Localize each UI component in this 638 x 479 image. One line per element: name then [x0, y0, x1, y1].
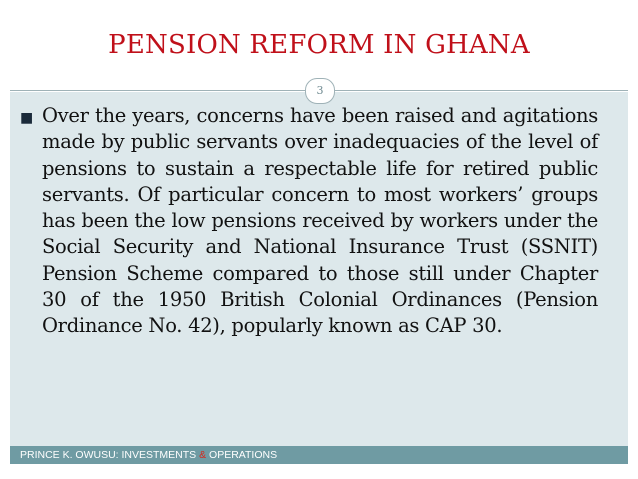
footer-text — [20, 449, 277, 461]
footer-text-part2: OPERATIONS — [206, 449, 278, 461]
slide-title: PENSION REFORM IN GHANA — [108, 30, 530, 60]
content-area — [10, 92, 628, 446]
footer-ampersand: & — [199, 449, 207, 461]
title-area — [0, 0, 638, 82]
slide-number: 3 — [305, 78, 335, 104]
bullet-text: Over the years, concerns have been raised and agitations made by public servants over inadequacies of the level of pensions to sustain a respectable life for retired public servants. Of particular concern to most workers’ groups has been the low pensions received by workers under the Social Security and National Insurance Trust (SSNIT) Pension Scheme compared to those still under Chapter 30 of the 1950 British Colonial Ordinances (Pension Ordinance No. 42), popularly known as CAP 30. — [42, 104, 598, 338]
footer-text-part1: PRINCE K. OWUSU: INVESTMENTS — [20, 449, 200, 461]
square-bullet-icon: ■ — [20, 110, 34, 126]
